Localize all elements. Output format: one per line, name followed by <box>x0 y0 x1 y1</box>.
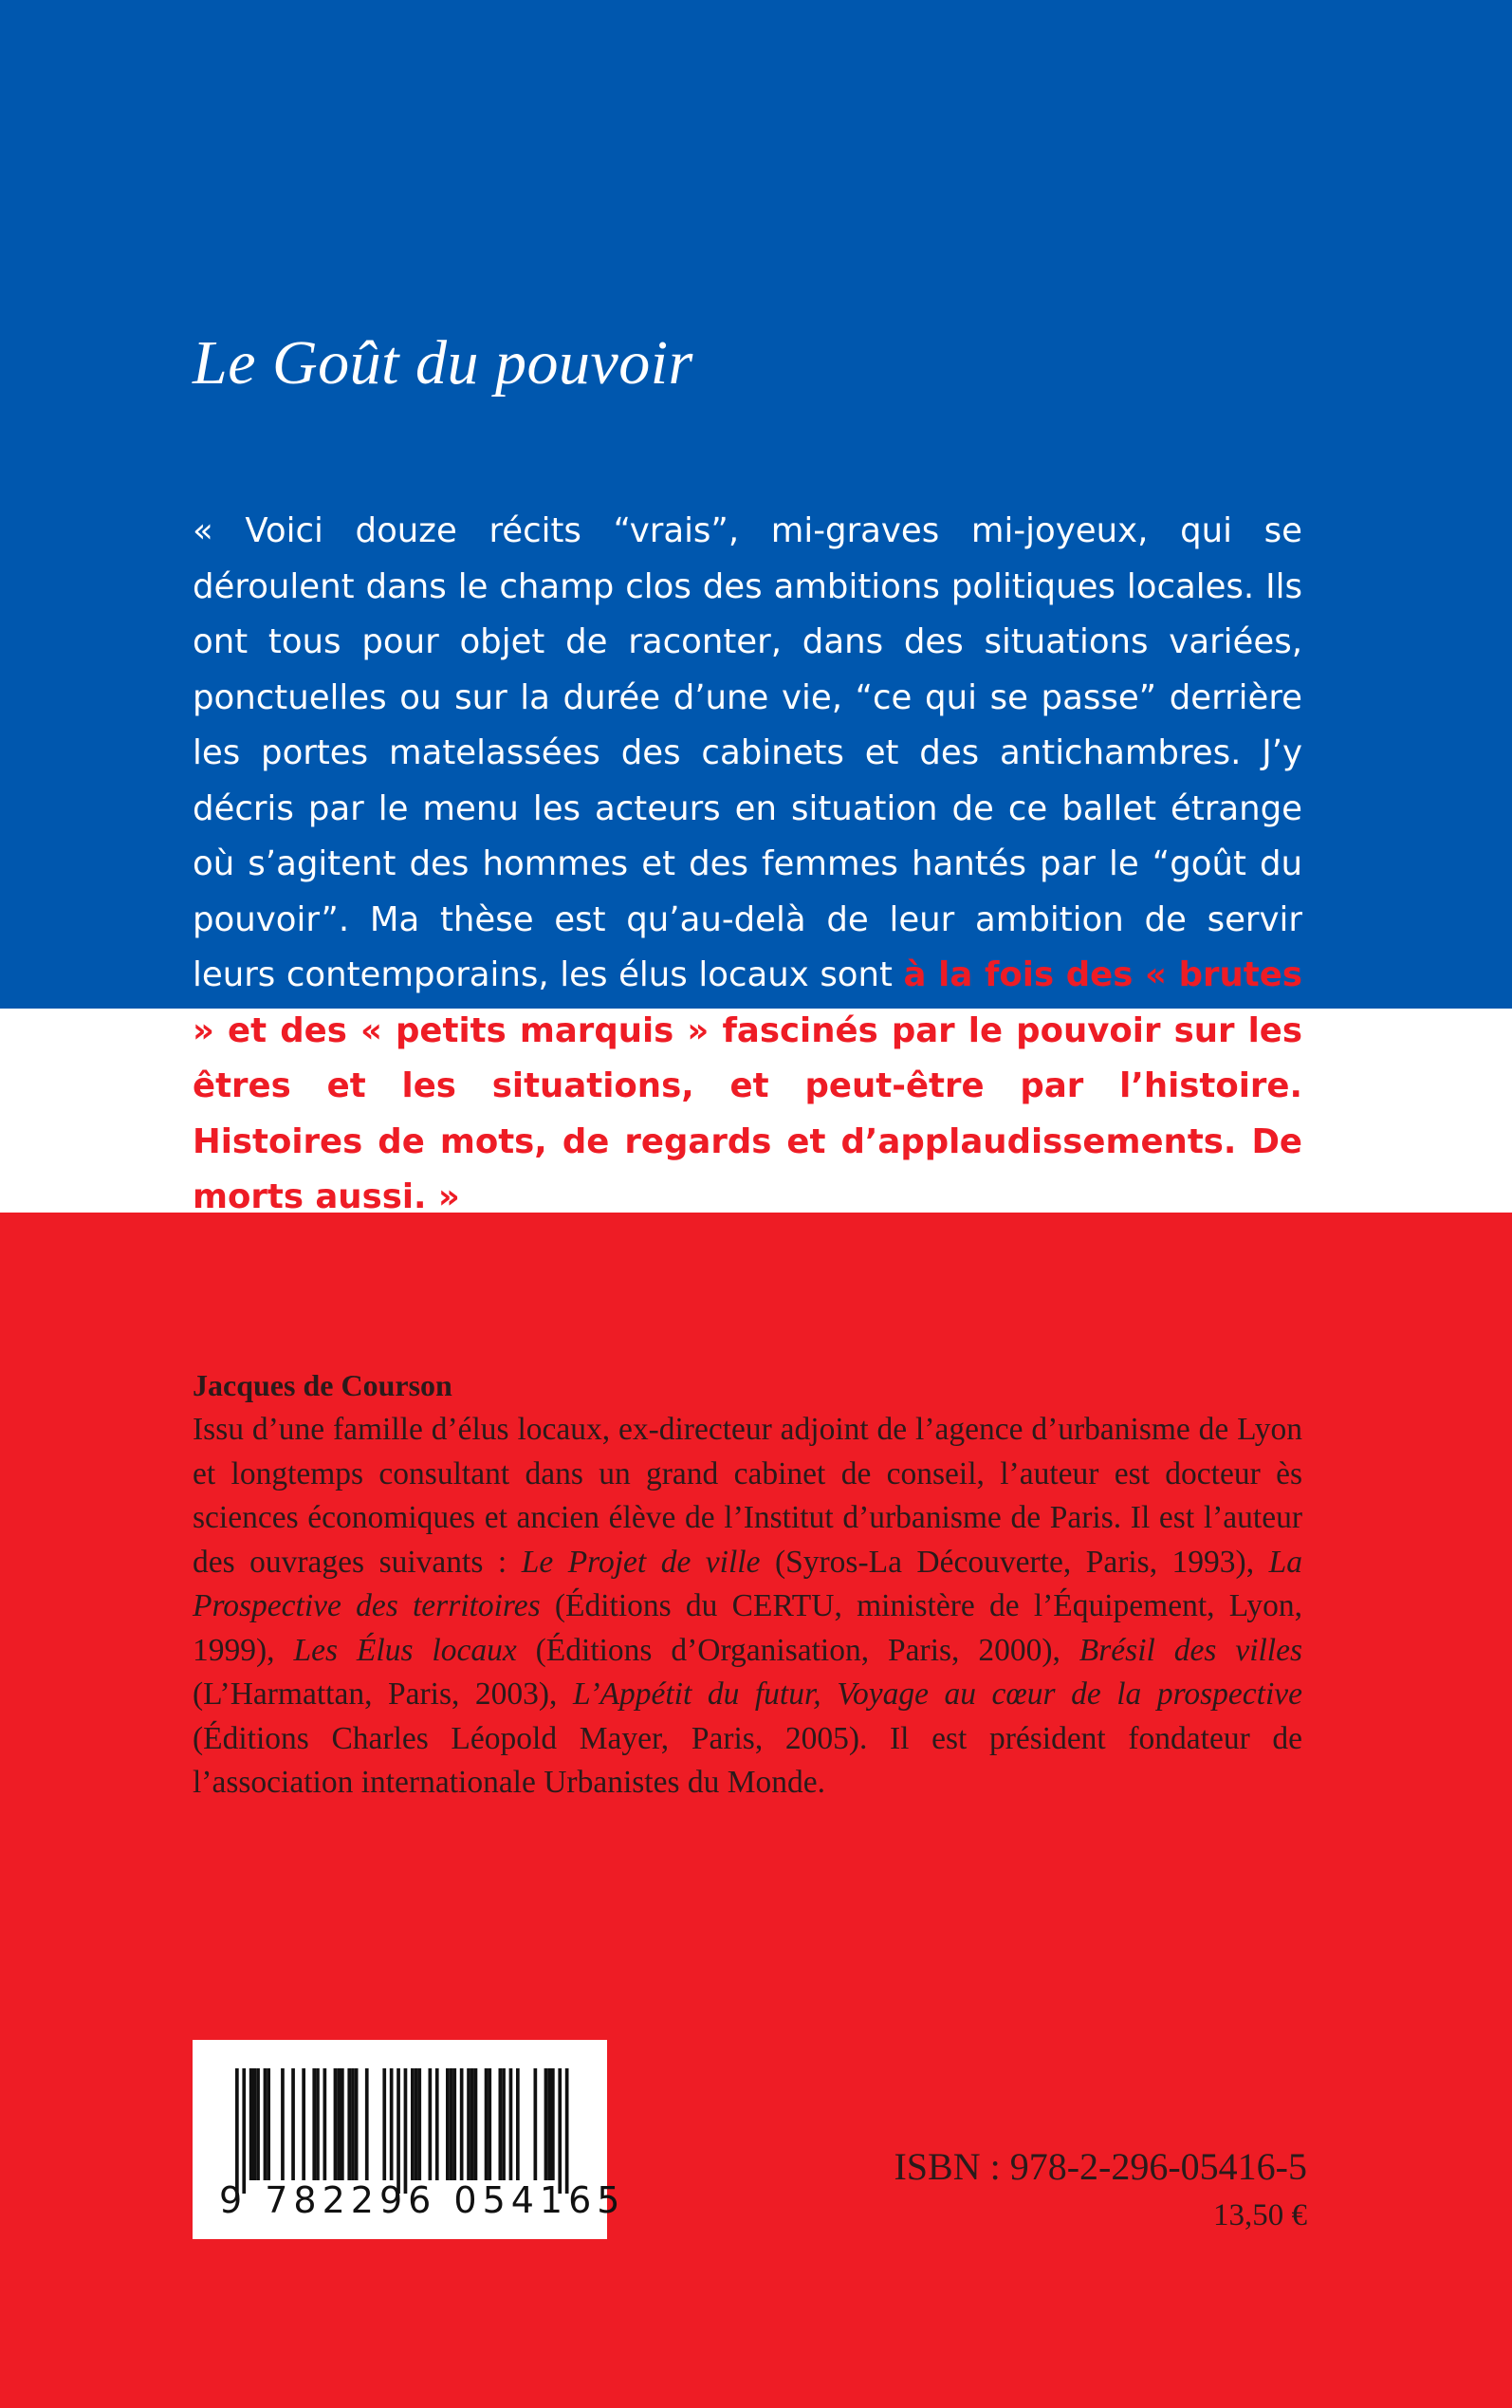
barcode-bar <box>470 2068 474 2180</box>
barcode-bar <box>544 2068 548 2180</box>
barcode-bar <box>235 2068 239 2194</box>
barcode-bar <box>365 2068 369 2180</box>
barcode-bar <box>302 2068 305 2180</box>
barcode-bar <box>390 2068 394 2180</box>
barcode-bar <box>411 2068 415 2180</box>
barcode-bar <box>404 2068 408 2194</box>
barcode-bar <box>516 2068 520 2180</box>
barcode-bar <box>485 2068 489 2180</box>
barcode-bar <box>337 2068 341 2180</box>
barcode-bar <box>450 2068 453 2180</box>
barcode-bar <box>242 2068 246 2194</box>
bio-text: (Syros-La Découverte, Paris, 1993), <box>760 1544 1269 1580</box>
barcode-bar <box>316 2068 320 2180</box>
barcode-bar <box>474 2068 478 2180</box>
author-name: Jacques de Courson <box>193 1368 452 1402</box>
barcode-bar <box>452 2068 456 2180</box>
blurb-text-red: à la fois des « brutes » et des « petits marquis » fascinés par le pouvoir sur les êtres et les situations, et peut-être par l’histoire. Histoires de mots, de regards et d’applaudissements. De morts aussi. » <box>193 955 1302 1216</box>
book-reference: La Prospective des territoires <box>193 1544 1302 1623</box>
barcode-bar <box>460 2068 464 2180</box>
barcode-bar <box>249 2068 253 2180</box>
barcode-bar <box>334 2068 338 2180</box>
barcode-bar <box>267 2068 270 2180</box>
barcode-bar <box>435 2068 439 2180</box>
book-title: Le Goût du pouvoir <box>193 328 693 398</box>
barcode-bar <box>253 2068 257 2180</box>
barcode-bar <box>467 2068 470 2180</box>
barcode <box>193 2040 626 2239</box>
barcode-bar <box>547 2068 551 2180</box>
book-reference: Le Projet de ville <box>521 1544 761 1580</box>
book-reference: L’Appétit du futur, Voyage au cœur de la prospective <box>572 1676 1302 1712</box>
barcode-bar <box>429 2068 433 2180</box>
book-reference: Les Élus locaux <box>293 1632 517 1668</box>
book-reference: Brésil des villes <box>1079 1632 1303 1668</box>
author-bio <box>193 1408 1302 1806</box>
barcode-bar <box>502 2068 506 2180</box>
barcode-bar <box>565 2068 569 2194</box>
barcode-bar <box>551 2068 555 2180</box>
price: 13,50 € <box>1213 2198 1307 2232</box>
barcode-bar <box>351 2068 355 2180</box>
bio-text: (L’Harmattan, Paris, 2003), <box>193 1676 573 1712</box>
isbn: ISBN : 978-2-296-05416-5 <box>894 2145 1307 2188</box>
barcode-bar <box>291 2068 295 2180</box>
barcode-bar <box>264 2068 267 2180</box>
barcode-bar <box>488 2068 491 2180</box>
bio-text: (Éditions d’Organisation, Paris, 2000), <box>516 1632 1079 1668</box>
back-cover-blurb <box>193 504 1302 1226</box>
barcode-bar <box>382 2068 386 2180</box>
barcode-bar <box>509 2068 513 2180</box>
barcode-bar <box>281 2068 285 2180</box>
barcode-bar <box>323 2068 327 2180</box>
barcode-bar <box>396 2068 400 2194</box>
barcode-digits: 9 782296 054165 <box>219 2179 626 2221</box>
bio-text: Issu d’une famille d’élus locaux, ex-directeur adjoint de l’agence d’urbanisme de Lyon et longtemps consultant dans un grand cabinet de conseil, l’auteur est docteur ès sciences économiques et ancien élève de l’Institut d’urbanisme de Paris. Il est l’auteur des ouvrages suivants : <box>193 1412 1302 1580</box>
barcode-bar <box>256 2068 260 2180</box>
barcode-bar <box>415 2068 418 2180</box>
barcode-bar <box>499 2068 503 2180</box>
blurb-text-white: « Voici douze récits “vrais”, mi-graves mi-joyeux, qui se déroulent dans le champ clos des ambitions politiques locales. Ils ont tous pour objet de raconter, dans des situations variées, ponctuelles ou sur la durée d’une vie, “ce qui se passe” derrière les portes matelassées des cabinets et des antichambres. J’y décris par le menu les acteurs en situation de ce ballet étrange où s’agitent des hommes et des femmes hantés par le “goût du pouvoir”. Ma thèse est qu’au-delà de leur ambition de servir leurs contemporains, les élus locaux sont <box>193 511 1302 994</box>
bio-text: (Éditions Charles Léopold Mayer, Paris, 2005). Il est président fondateur de l’association internationale Urbanistes du Monde. <box>193 1720 1302 1800</box>
barcode-bar <box>312 2068 316 2180</box>
barcode-bar <box>534 2068 538 2180</box>
barcode-bar <box>558 2068 562 2194</box>
barcode-bar <box>341 2068 344 2180</box>
bio-text: (Éditions du CERTU, ministère de l’Équipement, Lyon, 1999), <box>193 1588 1302 1668</box>
barcode-bar <box>417 2068 421 2180</box>
barcode-bar <box>446 2068 450 2180</box>
barcode-bar <box>355 2068 359 2180</box>
barcode-bar <box>347 2068 351 2180</box>
